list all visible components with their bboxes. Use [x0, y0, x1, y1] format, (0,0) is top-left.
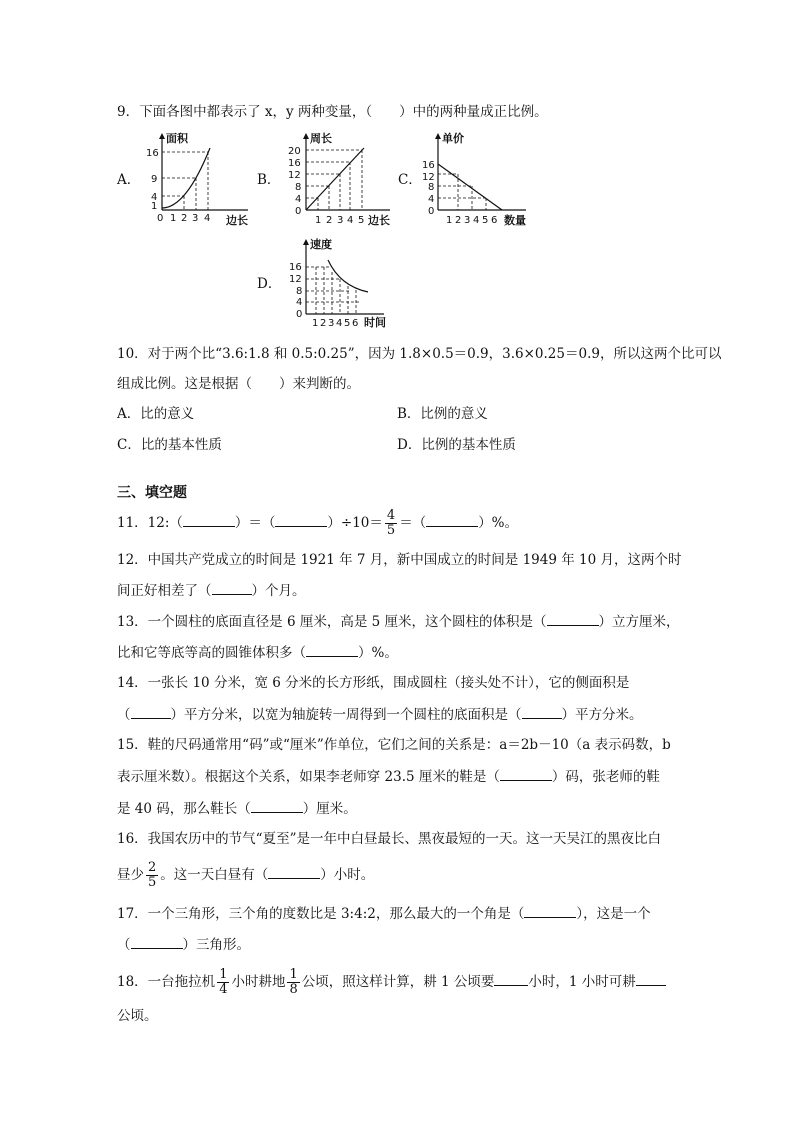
q10-line2: 组成比例。这是根据（ ）来判断的。: [117, 376, 360, 392]
graph-d-ytick: 4: [296, 297, 303, 308]
graph-c-ytick: 16: [422, 160, 435, 171]
q17-line2: （ ）三角形。: [117, 934, 250, 955]
q9-option-a-letter: A．: [117, 172, 141, 188]
answer-blank[interactable]: [183, 512, 235, 527]
q9-graph-c: [420, 128, 540, 228]
q9-stem: 9．下面各图中都表示了 x，y 两种变量，（ ）中的两种量成正比例。: [117, 104, 548, 120]
graph-d-xtick: 6: [352, 318, 359, 329]
graph-d-xlabel: 时间: [364, 316, 386, 329]
graph-b-ytick: 12: [288, 170, 301, 181]
graph-d-ytick: 16: [289, 262, 302, 273]
answer-blank[interactable]: [251, 798, 303, 813]
graph-b-ylabel: 周长: [310, 132, 332, 145]
graph-a-ytick: 16: [146, 148, 159, 159]
q18-line1: 18．一台拖拉机 $\frac{1}{4}$ 小时耕地 $\frac{1}{8}$ 公顷，照这样计算，耕 1 公顷要 小时，1 小时可耕: [117, 967, 666, 997]
graph-b-ytick: 0: [295, 206, 302, 217]
answer-blank[interactable]: [426, 512, 478, 527]
q9-graph-b: [282, 128, 402, 228]
q14-line2: （ ）平方分米，以宽为轴旋转一周得到一个圆柱的底面积是（ ）平方分米。: [117, 704, 643, 725]
q10-option-b[interactable]: B．比例的意义: [397, 406, 488, 422]
q16-line1: 16．我国农历中的节气“夏至”是一年中白昼最长、黑夜最短的一天。这一天吴江的黑夜比白: [117, 831, 661, 847]
graph-b-xtick: 3: [337, 215, 344, 226]
fraction: $\frac{2}{5}$: [148, 860, 157, 890]
graph-b-xtick: 2: [326, 215, 333, 226]
answer-blank[interactable]: [522, 704, 562, 719]
graph-c-xtick: 5: [482, 215, 489, 226]
fraction: $\frac{4}{5}$: [386, 508, 396, 538]
q10-option-a[interactable]: A．比的意义: [117, 406, 195, 422]
q15-line2: 表示厘米数）。根据这个关系，如果李老师穿 23.5 厘米的鞋是（ ）码，张老师的鞋: [117, 766, 660, 787]
q10-line1: 10．对于两个比“3.6:1.8 和 0.5:0.25”，因为 1.8×0.5＝0.9，3.6×0.25＝0.9，所以这两个比可以: [117, 346, 722, 362]
q11: 11．12:（ ）＝（ ）÷10＝ $\frac{4}{5}$ ＝（ ）%。: [117, 508, 519, 538]
graph-b-ytick: 20: [288, 146, 301, 157]
graph-a-ylabel: 面积: [166, 132, 188, 145]
graph-a-xtick: 1: [170, 213, 177, 224]
graph-c-xlabel: 数量: [504, 214, 526, 227]
q9-option-b-letter: B．: [257, 172, 281, 188]
q13-line1: 13．一个圆柱的底面直径是 6 厘米，高是 5 厘米，这个圆柱的体积是（ ）立方厘米，: [117, 611, 680, 632]
q9-graph-d: [284, 234, 404, 330]
graph-c-xtick: 2: [455, 215, 462, 226]
graph-d-ytick: 12: [289, 274, 302, 285]
graph-c-xtick: 3: [464, 215, 471, 226]
section-heading: 三、填空题: [117, 485, 187, 501]
q12-line1: 12．中国共产党成立的时间是 1921 年 7 月，新中国成立的时间是 1949 年 10 月，这两个时: [117, 552, 682, 568]
graph-c-xtick: 6: [491, 215, 498, 226]
answer-blank[interactable]: [275, 512, 327, 527]
graph-d-xtick: 4: [336, 318, 343, 329]
q13-line2: 比和它等底等高的圆锥体积多（ ）%。: [117, 642, 398, 663]
graph-a-ytick: 9: [151, 174, 158, 185]
answer-blank[interactable]: [500, 766, 552, 781]
graph-b-xtick: 4: [347, 215, 354, 226]
graph-a-ytick: 4: [151, 192, 158, 203]
graph-b-ytick: 16: [288, 158, 301, 169]
answer-blank[interactable]: [131, 704, 171, 719]
graph-c-ytick: 4: [428, 194, 435, 205]
graph-d-xtick: 3: [328, 318, 335, 329]
answer-blank[interactable]: [524, 903, 576, 918]
q10-option-d[interactable]: D．比例的基本性质: [397, 437, 516, 453]
graph-d-xtick: 2: [320, 318, 327, 329]
graph-b-xtick: 1: [315, 215, 322, 226]
graph-b-xlabel: 边长: [368, 214, 390, 227]
graph-c-xtick: 4: [473, 215, 480, 226]
fraction: $\frac{1}{4}$: [219, 967, 228, 997]
answer-blank[interactable]: [547, 611, 599, 626]
graph-c-ytick: 8: [428, 182, 435, 193]
graph-d-xtick: 5: [344, 318, 351, 329]
fraction: $\frac{1}{8}$: [289, 967, 298, 997]
q9-option-c-letter: C．: [398, 172, 422, 188]
graph-b-xtick: 5: [358, 215, 365, 226]
answer-blank[interactable]: [306, 642, 358, 657]
answer-blank[interactable]: [268, 864, 320, 879]
graph-a-ytick: 1: [151, 201, 158, 212]
graph-c-xtick: 1: [446, 215, 453, 226]
graph-d-ylabel: 速度: [310, 238, 332, 251]
graph-b-ytick: 8: [295, 182, 302, 193]
q15-line3: 是 40 码，那么鞋长（ ）厘米。: [117, 798, 357, 819]
graph-c-ylabel: 单价: [442, 132, 464, 145]
q9-graph-a: [140, 128, 260, 228]
q12-line2: 间正好相差了（ ）个月。: [117, 580, 306, 601]
q10-option-c[interactable]: C．比的基本性质: [117, 437, 222, 453]
q18-line2: 公顷。: [117, 1008, 158, 1024]
graph-b-ytick: 4: [295, 194, 302, 205]
graph-a-xtick: 3: [192, 213, 199, 224]
answer-blank[interactable]: [494, 971, 528, 986]
graph-a-xtick: 2: [181, 213, 188, 224]
q14-line1: 14．一张长 10 分米，宽 6 分米的长方形纸，围成圆柱（接头处不计），它的侧面积是: [117, 675, 630, 691]
q15-line1: 15．鞋的尺码通常用“码”或“厘米”作单位，它们之间的关系是：a＝2b－10（a 表示码数，b: [117, 737, 671, 753]
graph-d-ytick: 8: [296, 286, 303, 297]
graph-d-xtick: 1: [312, 318, 319, 329]
graph-d-ytick: 0: [296, 309, 303, 320]
answer-blank[interactable]: [636, 971, 666, 986]
q16-line2: 昼少 $\frac{2}{5}$ 。这一天白昼有（ ）小时。: [117, 860, 375, 890]
graph-c-ytick: 12: [422, 172, 435, 183]
answer-blank[interactable]: [131, 934, 183, 949]
graph-a-xtick: 0: [157, 213, 164, 224]
q17-line1: 17．一个三角形，三个角的度数比是 3:4:2，那么最大的一个角是（ ），这是一个: [117, 903, 651, 924]
graph-a-xlabel: 边长: [226, 214, 248, 227]
answer-blank[interactable]: [212, 580, 252, 595]
graph-a-xtick: 4: [204, 213, 211, 224]
q9-option-d-letter: D．: [257, 276, 282, 292]
graph-c-ytick: 0: [428, 206, 435, 217]
